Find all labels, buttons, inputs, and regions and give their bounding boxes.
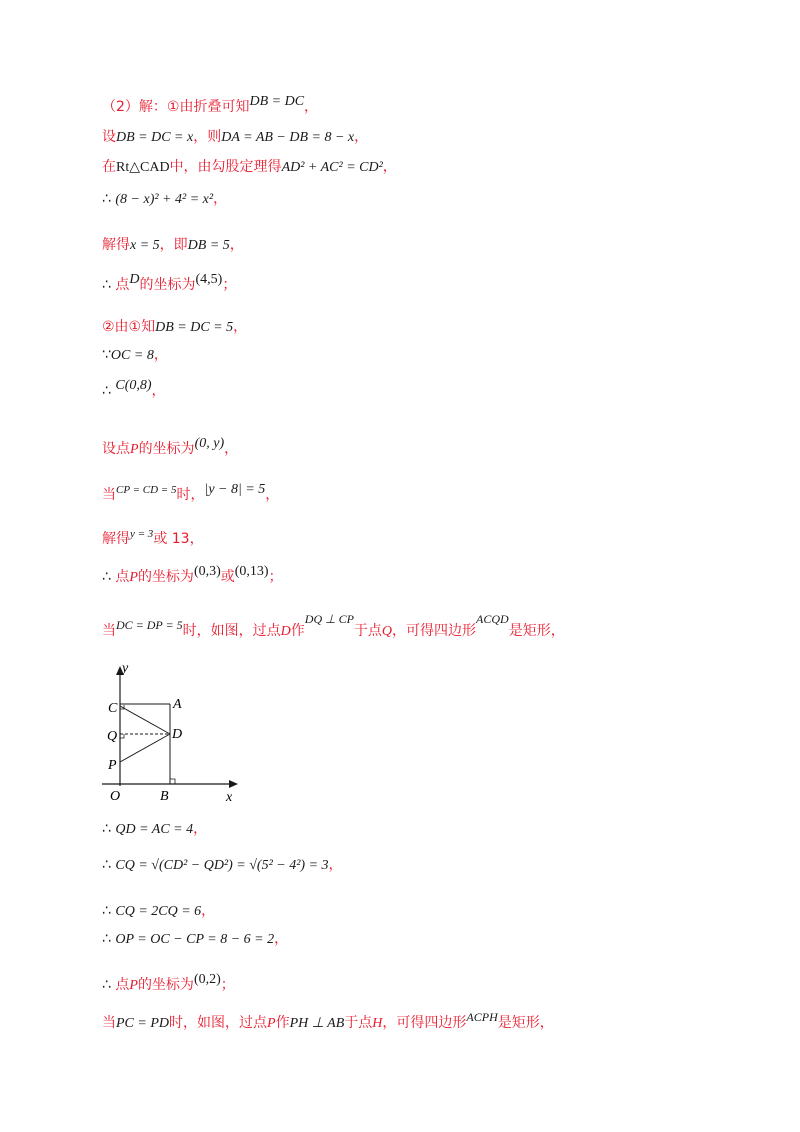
text: 在 [102, 159, 116, 175]
math-expression: (8 − x)² + 4² = x² [115, 192, 214, 207]
math-expression: (4,5) [195, 272, 223, 287]
math-expression: Rt△CAD [116, 160, 170, 175]
text: ， [151, 383, 166, 399]
math-expression: AD² + AC² = CD² [281, 160, 383, 175]
math-expression: DB = 5 [187, 238, 230, 253]
label-b: B [160, 789, 169, 804]
text: 当 [102, 1015, 116, 1031]
label-q: Q [107, 729, 118, 744]
solution-line-15 [102, 820, 207, 839]
label-o: O [110, 789, 121, 804]
solution-line-14 [102, 612, 565, 641]
text: 点 [115, 277, 130, 293]
math-expression: P [129, 978, 138, 993]
text: ， [304, 99, 319, 115]
math-expression: QD = AC = 4 [115, 822, 194, 837]
text: 中，由勾股定理得 [169, 159, 282, 175]
text: 设 [102, 129, 116, 145]
text: 或 13， [153, 531, 204, 547]
text: ； [222, 277, 237, 293]
math-expression: OC = 8 [110, 348, 154, 363]
solution-line-3 [102, 158, 397, 177]
text: 时，如图，过点 [169, 1015, 267, 1031]
text: ， [274, 931, 289, 947]
math-expression: (0,3) [193, 564, 221, 579]
math-expression: PC = PD [116, 1016, 169, 1031]
solution-line-5 [102, 236, 244, 255]
text: ， [213, 191, 228, 207]
text: ， [265, 487, 280, 503]
solution-line-9 [102, 378, 166, 401]
math-expression: (0, y) [194, 436, 225, 451]
text: ，可得四边形 [392, 623, 477, 639]
therefore-symbol: ∴ [102, 857, 111, 873]
math-expression: P [129, 570, 138, 585]
text: ， [229, 237, 244, 253]
text: 解得 [102, 531, 130, 547]
text: ，则 [193, 129, 222, 145]
text: 或 [220, 569, 235, 585]
text: 是矩形， [497, 1015, 554, 1031]
text: 于点 [344, 1015, 373, 1031]
math-expression: (0,13) [234, 564, 269, 579]
text: ， [354, 129, 369, 145]
solution-line-11 [102, 482, 280, 505]
math-expression: H [372, 1016, 383, 1031]
text: 于点 [353, 623, 382, 639]
therefore-symbol: ∴ [102, 383, 111, 399]
solution-line-1 [102, 94, 319, 117]
text: 是矩形， [508, 623, 565, 639]
math-expression: CQ = 2CQ = 6 [115, 904, 202, 919]
solution-line-7 [102, 318, 247, 337]
label-x: x [226, 790, 233, 805]
therefore-symbol: ∴ [102, 931, 111, 947]
math-expression: D [129, 272, 140, 287]
text: ②由①知 [102, 319, 156, 335]
solution-line-8 [102, 346, 168, 365]
therefore-symbol: ∴ [102, 821, 111, 837]
text: （2）解：①由折叠可知 [102, 99, 250, 115]
text: ， [153, 347, 168, 363]
label-p: P [108, 758, 117, 773]
therefore-symbol: ∴ [102, 569, 111, 585]
math-expression: |y − 8| = 5 [204, 482, 266, 497]
solution-line-20 [102, 1010, 554, 1033]
text: 时， [176, 487, 205, 503]
text: 设点 [102, 441, 130, 457]
solution-line-19 [102, 972, 235, 995]
label-a: A [173, 697, 182, 712]
math-expression: DQ ⊥ CP [304, 612, 354, 626]
solution-line-18 [102, 930, 288, 949]
text: 点 [115, 977, 130, 993]
text: 时，如图，过点 [182, 623, 281, 639]
text: ， [328, 857, 343, 873]
text: 的坐标为 [139, 277, 196, 293]
segment-dp [120, 734, 170, 762]
math-expression: DC = DP = 5 [116, 618, 183, 632]
math-expression: DA = AB − DB = 8 − x [221, 130, 355, 145]
segment-cd [120, 706, 170, 734]
math-expression: OP = OC − CP = 8 − 6 = 2 [115, 932, 275, 947]
math-expression: P [267, 1016, 276, 1031]
math-expression: x = 5 [130, 238, 160, 253]
solution-line-10 [102, 436, 239, 459]
therefore-symbol: ∴ [102, 277, 111, 293]
math-expression: DB = DC [249, 94, 305, 109]
math-expression: ACQD [476, 612, 509, 626]
coordinate-figure [98, 660, 268, 810]
text: ， [233, 319, 248, 335]
text: ； [268, 569, 283, 585]
x-axis-arrow [229, 780, 238, 788]
because-symbol: ∵ [102, 347, 111, 363]
math-expression: (0,2) [193, 972, 221, 987]
text: 作 [275, 1015, 290, 1031]
solution-line-6 [102, 272, 237, 295]
text: ， [193, 821, 208, 837]
text: ，可得四边形 [382, 1015, 467, 1031]
solution-line-16 [102, 856, 343, 875]
text: ， [201, 903, 216, 919]
text: 的坐标为 [137, 569, 194, 585]
math-expression: y = 3 [130, 528, 154, 540]
text: 的坐标为 [137, 977, 194, 993]
label-d: D [172, 727, 183, 742]
math-expression: DB = DC = 5 [155, 320, 234, 335]
math-expression: PH ⊥ AB [289, 1016, 345, 1031]
therefore-symbol: ∴ [102, 977, 111, 993]
text: ， [382, 159, 397, 175]
math-expression: CQ = √(CD² − QD²) = √(5² − 4²) = 3 [115, 858, 329, 873]
solution-line-4 [102, 190, 227, 209]
math-expression: P [130, 442, 139, 457]
math-expression: Q [381, 624, 393, 639]
solution-line-13 [102, 564, 283, 587]
math-expression: ACPH [466, 1010, 498, 1024]
text: ， [224, 441, 239, 457]
solution-line-12 [102, 530, 204, 549]
text: 的坐标为 [138, 441, 195, 457]
math-expression: DB = DC = x [116, 130, 194, 145]
solution-line-2 [102, 128, 368, 147]
text: ； [220, 977, 235, 993]
text: 当 [102, 487, 116, 503]
text: 作 [290, 623, 305, 639]
therefore-symbol: ∴ [102, 903, 111, 919]
label-c: C [108, 701, 118, 716]
solution-line-17 [102, 902, 215, 921]
right-angle-b [170, 779, 175, 784]
math-expression: C(0,8) [115, 378, 152, 393]
therefore-symbol: ∴ [102, 191, 111, 207]
text: 解得 [102, 237, 130, 253]
text: 当 [102, 623, 116, 639]
text: 点 [115, 569, 130, 585]
math-expression: D [280, 624, 291, 639]
math-expression: CP = CD = 5 [116, 484, 177, 496]
text: ，即 [159, 237, 188, 253]
label-y: y [122, 661, 129, 676]
